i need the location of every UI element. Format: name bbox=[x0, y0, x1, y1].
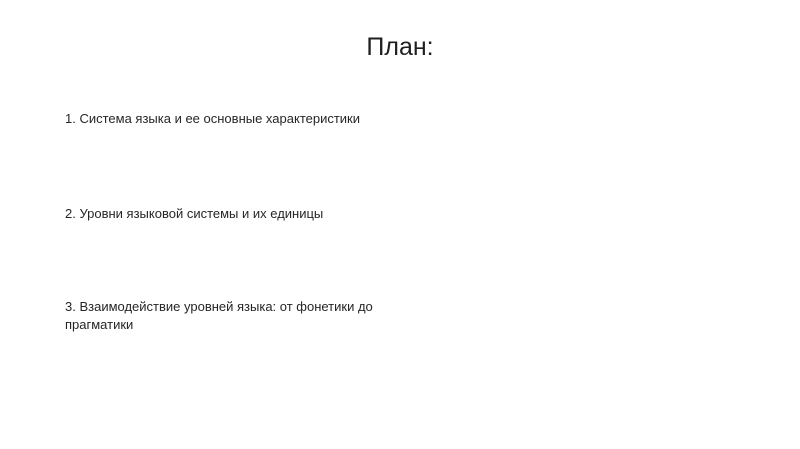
plan-item-3: 3. Взаимодействие уровней языка: от фонетики до прагматики bbox=[65, 299, 373, 332]
slide-title: План: bbox=[366, 33, 434, 61]
plan-item-2: 2. Уровни языковой системы и их единицы bbox=[65, 206, 324, 221]
plan-item-1: 1. Система языка и ее основные характеристики bbox=[65, 111, 361, 126]
